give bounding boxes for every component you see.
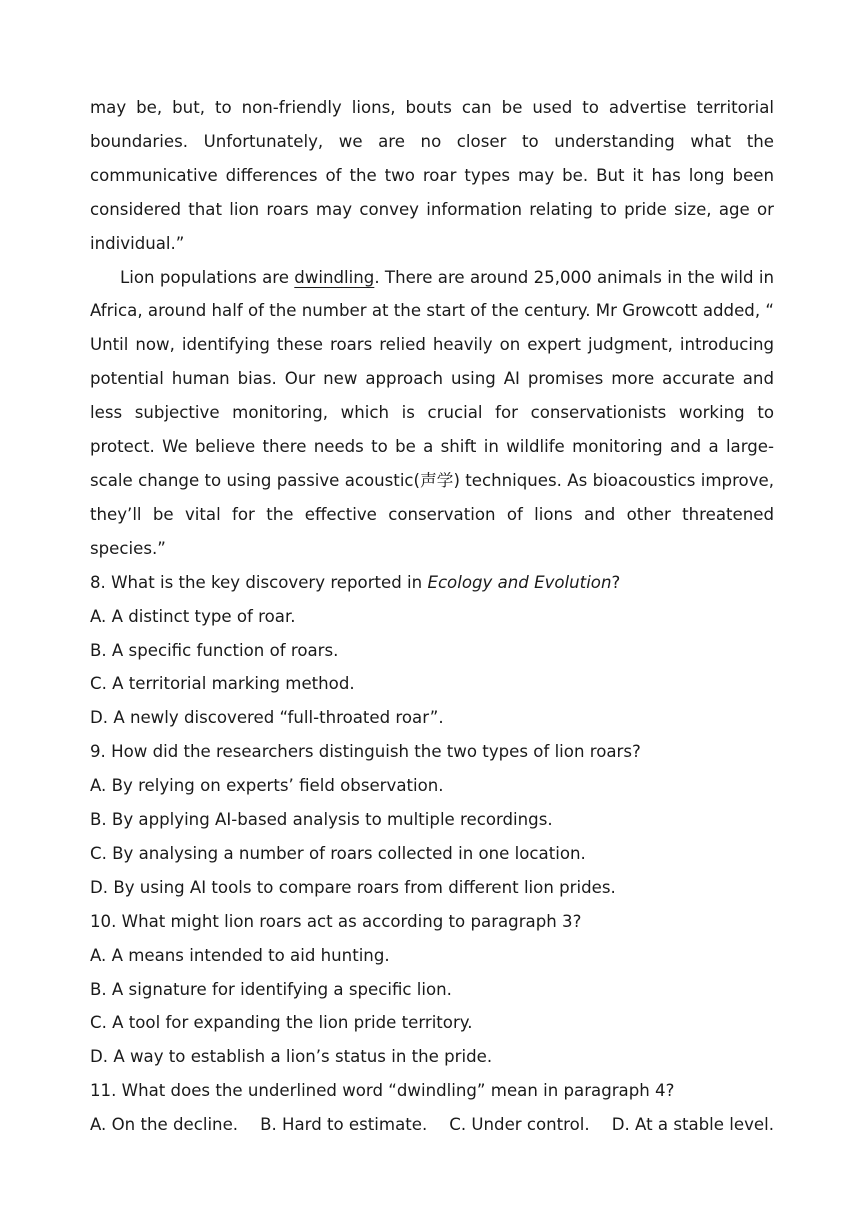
passage-paragraph-4 (90, 261, 774, 566)
question-8 (90, 566, 774, 736)
option-c: C. By analysing a number of roars collected in one location. (90, 843, 586, 863)
question-stem: 11. What does the underlined word “dwindling” mean in paragraph 4? (90, 1081, 675, 1101)
question-stem: 10. What might lion roars act as according to paragraph 3? (90, 911, 582, 931)
option-d: D. A way to establish a lion’s status in the pride. (90, 1047, 493, 1067)
stem-text: ? (611, 572, 621, 592)
option-d: D. By using AI tools to compare roars from different lion prides. (90, 877, 616, 897)
option-d: D. At a stable level. (611, 1115, 774, 1135)
question-stem (90, 566, 774, 600)
option-c: C. Under control. (449, 1115, 590, 1135)
stem-text: 8. What is the key discovery reported in (90, 572, 428, 592)
option-d: D. A newly discovered “full-throated roar”. (90, 708, 444, 728)
option-a: A. On the decline. (90, 1115, 239, 1135)
option-c: C. A tool for expanding the lion pride territory. (90, 1013, 473, 1033)
option-b: B. A signature for identifying a specific lion. (90, 979, 452, 999)
paragraph-text: Lion populations are (120, 267, 295, 287)
options-row (90, 1108, 774, 1142)
paragraph-text: . There are around 25,000 animals in the wild in Africa, around half of the number at the start of the century. Mr Growcott added, “ Until now, identifying these roars relied heavily on expert judgment, introducing potential human bias. Our new approach using AI promises more accurate and less subjective monitoring, which is crucial for conservationists working to protect. We believe there needs to be a shift in wildlife monitoring and a large-scale change to using passive acoustic(声学) techniques. As bioacoustics improve, they’ll be vital for the effective conservation of lions and other threatened species.” (90, 267, 774, 558)
option-b: B. Hard to estimate. (260, 1115, 428, 1135)
question-10 (90, 905, 774, 1075)
option-c: C. A territorial marking method. (90, 674, 355, 694)
option-a: A. A distinct type of roar. (90, 606, 296, 626)
question-stem: 9. How did the researchers distinguish the two types of lion roars? (90, 742, 641, 762)
underlined-word-dwindling: dwindling (294, 267, 375, 287)
question-9 (90, 735, 774, 905)
option-b: B. A specific function of roars. (90, 640, 339, 660)
option-a: A. A means intended to aid hunting. (90, 945, 390, 965)
option-a: A. By relying on experts’ field observation. (90, 776, 444, 796)
document-page (90, 91, 774, 1142)
passage-paragraph-3-end: may be, but, to non-friendly lions, bouts can be used to advertise territorial boundaries. Unfortunately, we are no closer to understanding what the communicative differences of the two roar types may be. But it has long been considered that lion roars may convey information relating to pride size, age or individual.” (90, 98, 774, 253)
question-11 (90, 1074, 774, 1142)
option-b: B. By applying AI-based analysis to multiple recordings. (90, 810, 553, 830)
journal-title: Ecology and Evolution (427, 572, 612, 592)
